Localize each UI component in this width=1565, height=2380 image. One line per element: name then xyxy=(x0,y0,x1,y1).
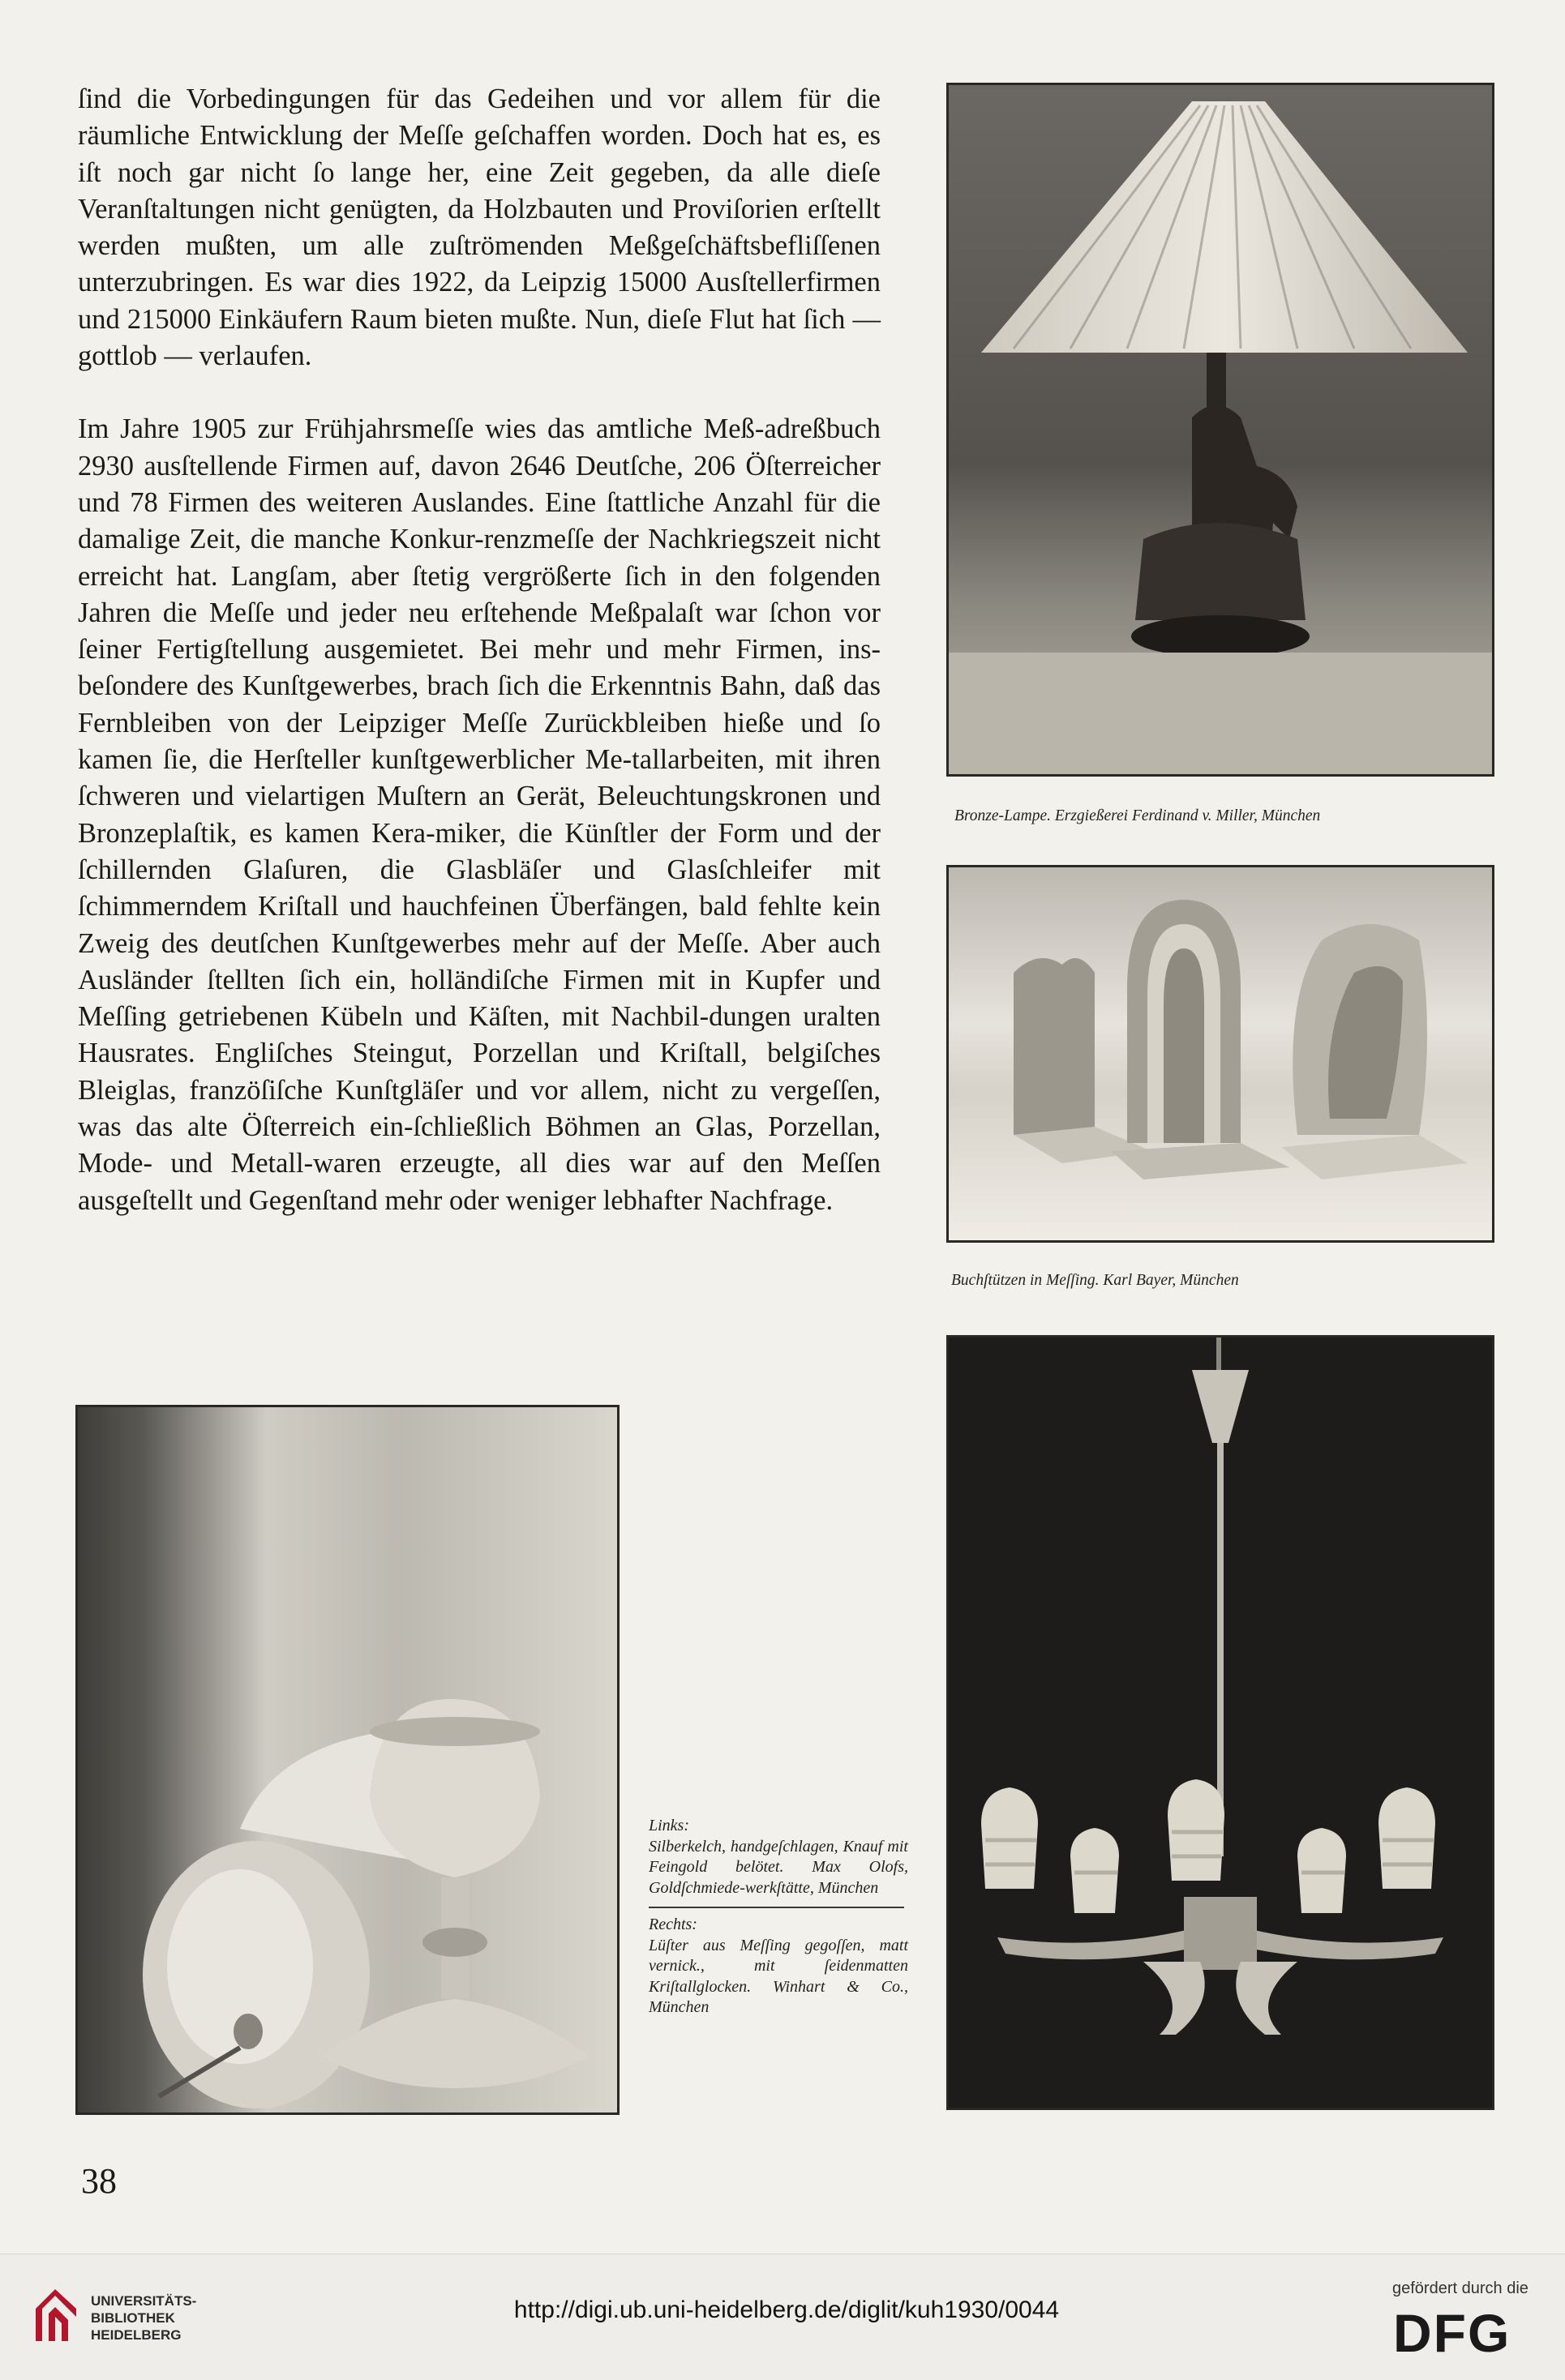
library-line-2: BIBLIOTHEK xyxy=(91,2310,175,2326)
bronze-lamp-photo xyxy=(946,83,1494,777)
article-paragraph-1: ſind die Vorbedingungen für das Gedeihen und vor allem für die räumliche Entwicklung der Meſſe geſchaffen worden. Doch hat es, es iſt noch gar nicht ſo lange her, eine Zeit gegeben, da alle dieſe Veranſtaltungen nicht genügten, da Holzbauten und Proviſorien erſtellt werden mußten, um alle zuſtrömenden Meßgeſchäftsbefliſſenen unterzubringen. Es war dies 1922, da Leipzig 15000 Ausſtellerfirmen und 215000 Einkäufern Raum bieten mußte. Nun, dieſe Flut hat ſich — gottlob — verlaufen. xyxy=(78,83,881,372)
chandelier-photo xyxy=(946,1335,1494,2110)
library-line-3: HEIDELBERG xyxy=(91,2327,182,2343)
left-caption-heading: Links: xyxy=(649,1817,689,1834)
silver-chalice-photo xyxy=(75,1405,620,2115)
funding-note: gefördert durch die xyxy=(1392,2279,1529,2297)
right-caption-text: Lüſter aus Meſſing gegoſſen, matt vernick., mit ſeidenmatten Kriſtallglocken. Winhart & Co., München xyxy=(649,1936,908,2016)
article-text xyxy=(78,81,881,1219)
permalink-url[interactable]: http://digi.ub.uni-heidelberg.de/diglit/kuh1930/0044 xyxy=(513,2297,1060,2323)
bookends-caption: Buchſtützen in Meſſing. Karl Bayer, München xyxy=(951,1272,1239,1289)
caption-divider xyxy=(649,1907,904,1908)
side-caption xyxy=(649,1816,908,2018)
university-library-logo-icon xyxy=(31,2284,81,2346)
right-caption-heading: Rechts: xyxy=(649,1916,697,1933)
library-line-1: UNIVERSITÄTS- xyxy=(91,2293,197,2309)
university-library-name xyxy=(91,2292,196,2344)
left-caption-text: Silberkelch, handgeſchlagen, Knauf mit Feingold belötet. Max Olofs, Goldſchmiede-werkſtätte, München xyxy=(649,1837,908,1897)
bookends-photo xyxy=(946,865,1494,1243)
page-number: 38 xyxy=(81,2161,117,2201)
bronze-lamp-caption: Bronze-Lampe. Erzgießerei Ferdinand v. Miller, München xyxy=(954,807,1321,824)
dfg-logo: DFG xyxy=(1393,2303,1511,2363)
article-paragraph-2: Im Jahre 1905 zur Frühjahrsmeſſe wies das amtliche Meß-adreßbuch 2930 ausſtellende Firmen auf, davon 2646 Deutſche, 206 Öſterreicher und 78 Firmen des weiteren Auslandes. Eine ſtattliche Anzahl für die damalige Zeit, die manche Konkur-renzmeſſe der Nachkriegszeit nicht erreicht hat. Langſam, aber ſtetig vergrößerte ſich in den folgenden Jahren die Meſſe und jeder neu erſtehende Meßpalaſt war ſchon vor ſeiner Fertigſtellung ausgemietet. Bei mehr und mehr Firmen, ins-beſondere des Kunſtgewerbes, brach ſich die Erkenntnis Bahn, daß das Fernbleiben von der Leipziger Meſſe Zurückbleiben hieße und ſo kamen ſie, die Herſteller kunſtgewerblicher Me-tallarbeiten, mit ihren ſchweren und vielartigen Muſtern an Gerät, Beleuchtungskronen und Bronzeplaſtik, es kamen Kera-miker, die Künſtler der Form und der ſchillernden Glaſuren, die Glasbläſer und Glasſchleifer mit ſchimmerndem Kriſtall und hauchfeinen Überfängen, bald fehlte kein Zweig des deutſchen Kunſtgewerbes mehr auf der Meſſe. Aber auch Ausländer ſtellten ſich ein, holländiſche Firmen mit in Kupfer und Meſſing getriebenen Kübeln und Käſten, mit Nachbil-dungen uralten Hausrates. Engliſches Steingut, Porzellan und Kriſtall, belgiſches Bleiglas, franzöſiſche Kunſtgläſer und vor allem, nicht zu vergeſſen, was das alte Öſterreich ein-ſchließlich Böhmen an Glas, Porzellan, Mode- und Metall-waren erzeugte, all dies war auf den Meſſen ausgeſtellt und Gegenſtand mehr oder weniger lebhafter Nachfrage. xyxy=(78,413,881,1216)
